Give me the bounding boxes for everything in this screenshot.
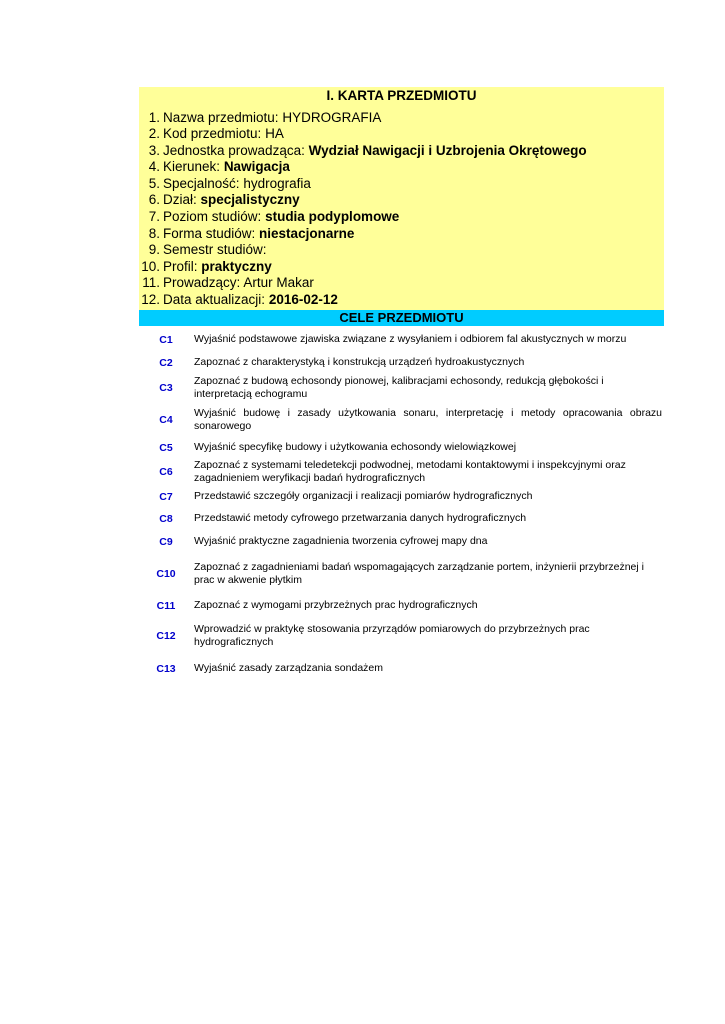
- card-item-update-date: [139, 291, 338, 308]
- card-item-course-code: [139, 125, 284, 142]
- goal-code: C13: [156, 663, 176, 675]
- item-value: 2016-02-12: [268, 292, 338, 307]
- item-number: 10.: [141, 259, 160, 274]
- goal-text: Wyjaśnić specyfikę budowy i użytkowania echosondy wielowiązkowej: [194, 441, 517, 453]
- goal-code: C2: [159, 357, 173, 369]
- item-value: studia podyplomowe: [265, 209, 400, 224]
- card-item-course-name: [139, 109, 381, 126]
- goal-code: C10: [156, 568, 176, 580]
- course-card: [139, 87, 664, 310]
- goal-code: C4: [159, 414, 173, 426]
- goal-code: C8: [159, 513, 173, 525]
- card-item-section: [139, 191, 300, 208]
- goal-code: C6: [159, 466, 173, 478]
- item-label: Prowadzący:: [163, 275, 241, 290]
- item-number: 9.: [148, 242, 160, 257]
- goal-text: Przedstawić szczegóły organizacji i realizacji pomiarów hydrograficznych: [194, 490, 533, 502]
- goal-code: C9: [159, 536, 173, 548]
- goal-text: Przedstawić metody cyfrowego przetwarzania danych hydrograficznych: [194, 512, 527, 524]
- item-number: 1.: [148, 110, 160, 125]
- goal-text: Zapoznać z charakterystyką i konstrukcją urządzeń hydroakustycznych: [194, 356, 525, 368]
- item-number: 11.: [142, 275, 160, 290]
- item-number: 6.: [148, 192, 160, 207]
- card-item-field: [139, 158, 290, 175]
- card-item-semester: [139, 241, 267, 258]
- goal-text: Wyjaśnić zasady zarządzania sondażem: [194, 662, 383, 674]
- goal-text: Zapoznać z zagadnieniami badań wspomagających zarządzanie portem, inżynierii przybrzeżnej i prac w akwenie płytkim: [194, 561, 644, 586]
- item-value: Nawigacja: [223, 159, 290, 174]
- item-value: Artur Makar: [243, 275, 314, 290]
- card-item-study-level: [139, 208, 399, 225]
- goal-text: Wyjaśnić budowę i zasady użytkowania sonaru, interpretację i metody opracowania obrazu sonarowego: [194, 407, 662, 432]
- item-label: Forma studiów:: [163, 226, 256, 241]
- goal-text: Wyjaśnić praktyczne zagadnienia tworzenia cyfrowej mapy dna: [194, 535, 488, 547]
- item-value: hydrografia: [243, 176, 311, 191]
- item-value: specjalistyczny: [200, 192, 300, 207]
- item-label: Data aktualizacji:: [163, 292, 266, 307]
- item-label: Poziom studiów:: [163, 209, 262, 224]
- item-number: 8.: [148, 226, 160, 241]
- goal-code: C5: [159, 442, 173, 454]
- item-value: Wydział Nawigacji i Uzbrojenia Okrętowego: [308, 143, 587, 158]
- item-label: Nazwa przedmiotu:: [163, 110, 279, 125]
- item-label: Jednostka prowadząca:: [163, 143, 305, 158]
- item-value: praktyczny: [201, 259, 272, 274]
- item-label: Dział:: [163, 192, 197, 207]
- item-number: 12.: [141, 292, 160, 307]
- item-label: Semestr studiów:: [163, 242, 267, 257]
- goal-text: Wyjaśnić podstawowe zjawiska związane z wysyłaniem i odbiorem fal akustycznych w morzu: [194, 333, 627, 345]
- item-number: 2.: [148, 126, 160, 141]
- goal-code: C1: [159, 334, 173, 346]
- item-label: Kod przedmiotu:: [163, 126, 262, 141]
- item-label: Profil:: [163, 259, 198, 274]
- goal-code: C11: [156, 600, 176, 612]
- item-label: Specjalność:: [163, 176, 240, 191]
- card-title: I. KARTA PRZEDMIOTU: [326, 88, 477, 103]
- item-number: 5.: [148, 176, 160, 191]
- goal-text: Zapoznać z budową echosondy pionowej, kalibracjami echosondy, redukcją głębokości i interpretacją echogramu: [194, 375, 604, 400]
- goal-text: Wprowadzić w praktykę stosowania przyrządów pomiarowych do przybrzeżnych prac hydrograficznych: [194, 623, 590, 648]
- goal-text: Zapoznać z systemami teledetekcji podwodnej, metodami kontaktowymi i inspekcyjnymi oraz zagadnieniem weryfikacji badań hydrograficznych: [194, 459, 626, 484]
- item-number: 4.: [148, 159, 160, 174]
- item-value: niestacjonarne: [259, 226, 355, 241]
- card-item-profile: [139, 258, 272, 275]
- item-label: Kierunek:: [163, 159, 221, 174]
- card-item-instructor: [139, 274, 314, 291]
- goal-code: C12: [156, 630, 176, 642]
- item-value: HYDROGRAFIA: [282, 110, 382, 125]
- item-value: HA: [265, 126, 284, 141]
- goal-text: Zapoznać z wymogami przybrzeżnych prac hydrograficznych: [194, 599, 478, 611]
- card-item-study-form: [139, 225, 354, 242]
- card-item-unit: [139, 142, 587, 159]
- item-number: 7.: [148, 209, 160, 224]
- card-item-specialty: [139, 175, 311, 192]
- goals-header: CELE PRZEDMIOTU: [139, 310, 664, 326]
- goal-code: C3: [159, 382, 173, 394]
- goal-code: C7: [159, 491, 173, 503]
- item-number: 3.: [148, 143, 160, 158]
